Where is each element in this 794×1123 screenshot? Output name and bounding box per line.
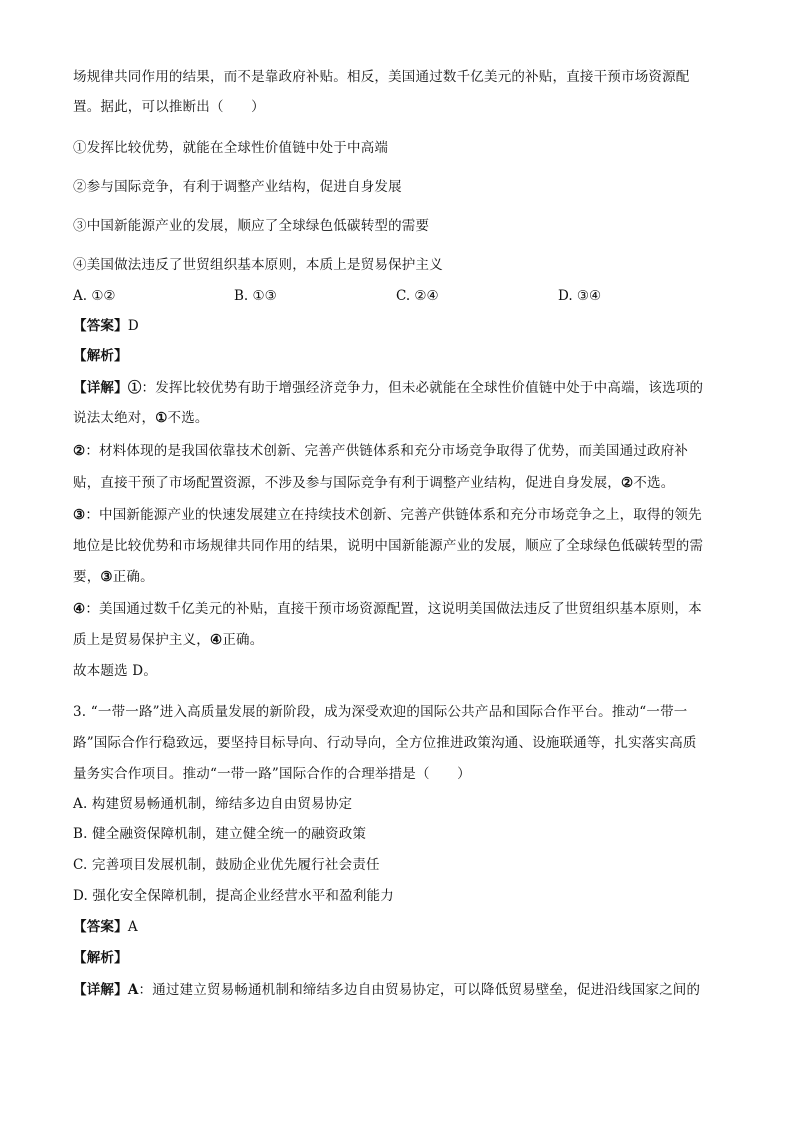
q2-option-c: C. ②④: [396, 288, 439, 304]
q3-stem-line-3: 量务实合作项目。推动“一带一路”国际合作的合理举措是（ ）: [73, 766, 471, 782]
circled-mark: ④: [73, 601, 86, 617]
text: 正确。: [112, 569, 154, 585]
q2-answer: [73, 317, 139, 335]
circled-mark: ①: [127, 380, 142, 396]
q2-detail-p2-line-1: [73, 442, 688, 460]
q3-analysis-tag: [73, 949, 128, 967]
text: 正确。: [222, 632, 264, 648]
answer-tag: 【答案】: [73, 919, 128, 935]
q2-detail-p4-line-1: [73, 600, 702, 618]
analysis-tag: 【解析】: [73, 950, 128, 966]
q3-stem-line-1: 3. “一带一路”进入高质量发展的新阶段，成为深受欢迎的国际公共产品和国际合作平台。推动“一带一: [73, 704, 688, 720]
q2-detail-p1-line-1: [73, 379, 703, 397]
text: 贴，直接干预了市场配置资源，不涉及参与国际竞争有利于调整产业结构，促进自身发展，: [73, 475, 621, 491]
analysis-tag: 【解析】: [73, 348, 128, 364]
q3-answer: [73, 918, 138, 936]
answer-value: A: [127, 919, 138, 935]
text: 不选。: [167, 410, 209, 426]
text: 质上是贸易保护主义，: [73, 632, 210, 648]
text: ：美国通过数千亿美元的补贴，直接干预市场资源配置，这说明美国做法违反了世贸组织基本原则，本: [85, 601, 702, 617]
q3-stem-line-2: 路”国际合作行稳致远，要坚持目标导向、行动导向，全方位推进政策沟通、设施联通等，扎实落实高质: [73, 735, 697, 751]
q3-option-c: C. 完善项目发展机制，鼓励企业优先履行社会责任: [73, 857, 380, 873]
q2-item-2: ②参与国际竞争，有利于调整产业结构，促进自身发展: [73, 179, 402, 195]
q2-stem-line-2: 置。据此，可以推断出（ ）: [73, 99, 265, 115]
q2-detail-p3-line-3: [73, 568, 154, 586]
q2-item-4: ④美国做法违反了世贸组织基本原则，本质上是贸易保护主义: [73, 257, 443, 273]
circled-mark: ②: [73, 443, 86, 459]
circled-mark: ③: [100, 569, 113, 585]
detail-tag: 【详解】: [73, 380, 128, 396]
q3-option-b: B. 健全融资保障机制，建立健全统一的融资政策: [73, 826, 367, 842]
detail-tag: 【详解】: [73, 982, 128, 998]
q2-detail-p3-line-1: [73, 506, 702, 524]
text: ：发挥比较优势有助于增强经济竞争力，但未必就能在全球性价值链中处于中高端，该选项的: [141, 380, 704, 396]
q2-option-d: D. ③④: [558, 288, 602, 304]
circled-mark: ④: [210, 632, 223, 648]
q2-item-3: ③中国新能源产业的发展，顺应了全球绿色低碳转型的需要: [73, 218, 430, 234]
q2-detail-p2-line-2: [73, 474, 674, 492]
text: ：通过建立贸易畅通机制和缔结多边自由贸易协定，可以降低贸易壁垒，促进沿线国家之间的: [138, 982, 701, 998]
text: 要，: [73, 569, 101, 585]
circled-mark: ①: [155, 410, 168, 426]
q3-option-d: D. 强化安全保障机制，提高企业经营水平和盈利能力: [73, 888, 394, 904]
q2-option-b: B. ①③: [234, 288, 277, 304]
q2-conclusion: 故本题选 D。: [73, 663, 158, 679]
q2-detail-p3-line-2: 地位是比较优势和市场规律共同作用的结果，说明中国新能源产业的发展，顺应了全球绿色低碳转型的需: [73, 538, 704, 554]
answer-value: D: [127, 318, 139, 334]
q2-detail-p1-line-2: [73, 409, 209, 427]
text: ：材料体现的是我国依靠技术创新、完善产供链体系和充分市场竞争取得了优势，而美国通过政府补: [85, 443, 689, 459]
q3-detail-line-1: [73, 981, 700, 999]
circled-mark: ②: [621, 475, 634, 491]
q2-item-1: ①发挥比较优势，就能在全球性价值链中处于中高端: [73, 140, 389, 156]
detail-label: A: [127, 982, 139, 998]
text: ：中国新能源产业的快速发展建立在持续技术创新、完善产供链体系和充分市场竞争之上，取得的领先: [85, 507, 702, 523]
q2-analysis-tag: [73, 347, 128, 365]
q2-detail-p4-line-2: [73, 631, 263, 649]
q2-option-a: A. ①②: [73, 288, 116, 304]
q3-option-a: A. 构建贸易畅通机制，缔结多边自由贸易协定: [73, 796, 353, 812]
q2-stem-line-1: 场规律共同作用的结果，而不是靠政府补贴。相反，美国通过数千亿美元的补贴，直接干预市场资源配: [73, 69, 690, 85]
answer-tag: 【答案】: [73, 318, 128, 334]
circled-mark: ③: [73, 507, 86, 523]
text: 不选。: [633, 475, 675, 491]
text: 说法太绝对，: [73, 410, 156, 426]
